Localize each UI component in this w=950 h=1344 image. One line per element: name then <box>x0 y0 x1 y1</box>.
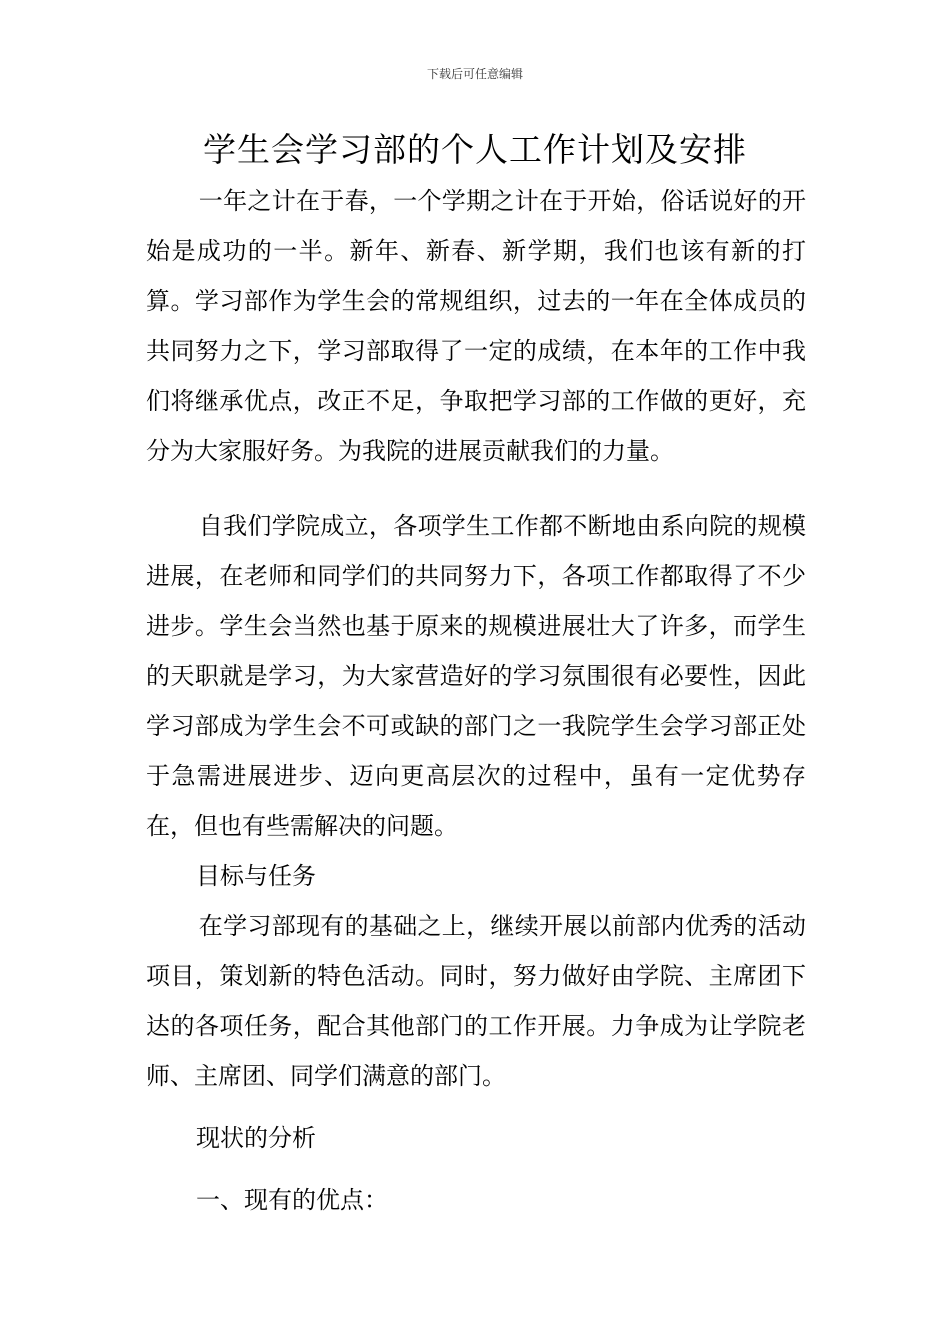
header-note: 下载后可任意编辑 <box>426 67 523 81</box>
section-heading-analysis: 现状的分析 <box>196 1124 316 1152</box>
paragraph-goals: 在学习部现有的基础之上，继续开展以前部内优秀的活动项目，策划新的特色活动。同时，努力做好由学院、主席团下达的各项任务，配合其他部门的工作开展。力争成为让学院老师、主席团、同学们满意的部门。 <box>146 912 806 1090</box>
paragraph-background: 自我们学院成立，各项学生工作都不断地由系向院的规模进展，在老师和同学们的共同努力下，各项工作都取得了不少进步。学生会当然也基于原来的规模进展壮大了许多，而学生的天职就是学习，为大家营造好的学习氛围很有必要性，因此学习部成为学生会不可或缺的部门之一我院学生会学习部正处于急需进展进步、迈向更高层次的过程中，虽有一定优势存在，但也有些需解决的问题。 <box>146 512 806 840</box>
paragraph-intro: 一年之计在于春，一个学期之计在于开始，俗话说好的开始是成功的一半。新年、新春、新学期，我们也该有新的打算。学习部作为学生会的常规组织，过去的一年在全体成员的共同努力之下，学习部取得了一定的成绩，在本年的工作中我们将继承优点，改正不足，争取把学习部的工作做的更好，充分为大家服好务。为我院的进展贡献我们的力量。 <box>146 187 806 465</box>
section-heading-goals: 目标与任务 <box>196 862 316 890</box>
document-title: 学生会学习部的个人工作计划及安排 <box>203 130 747 169</box>
document-body <box>146 176 806 1225</box>
subsection-heading-strengths: 一、现有的优点： <box>196 1186 388 1214</box>
